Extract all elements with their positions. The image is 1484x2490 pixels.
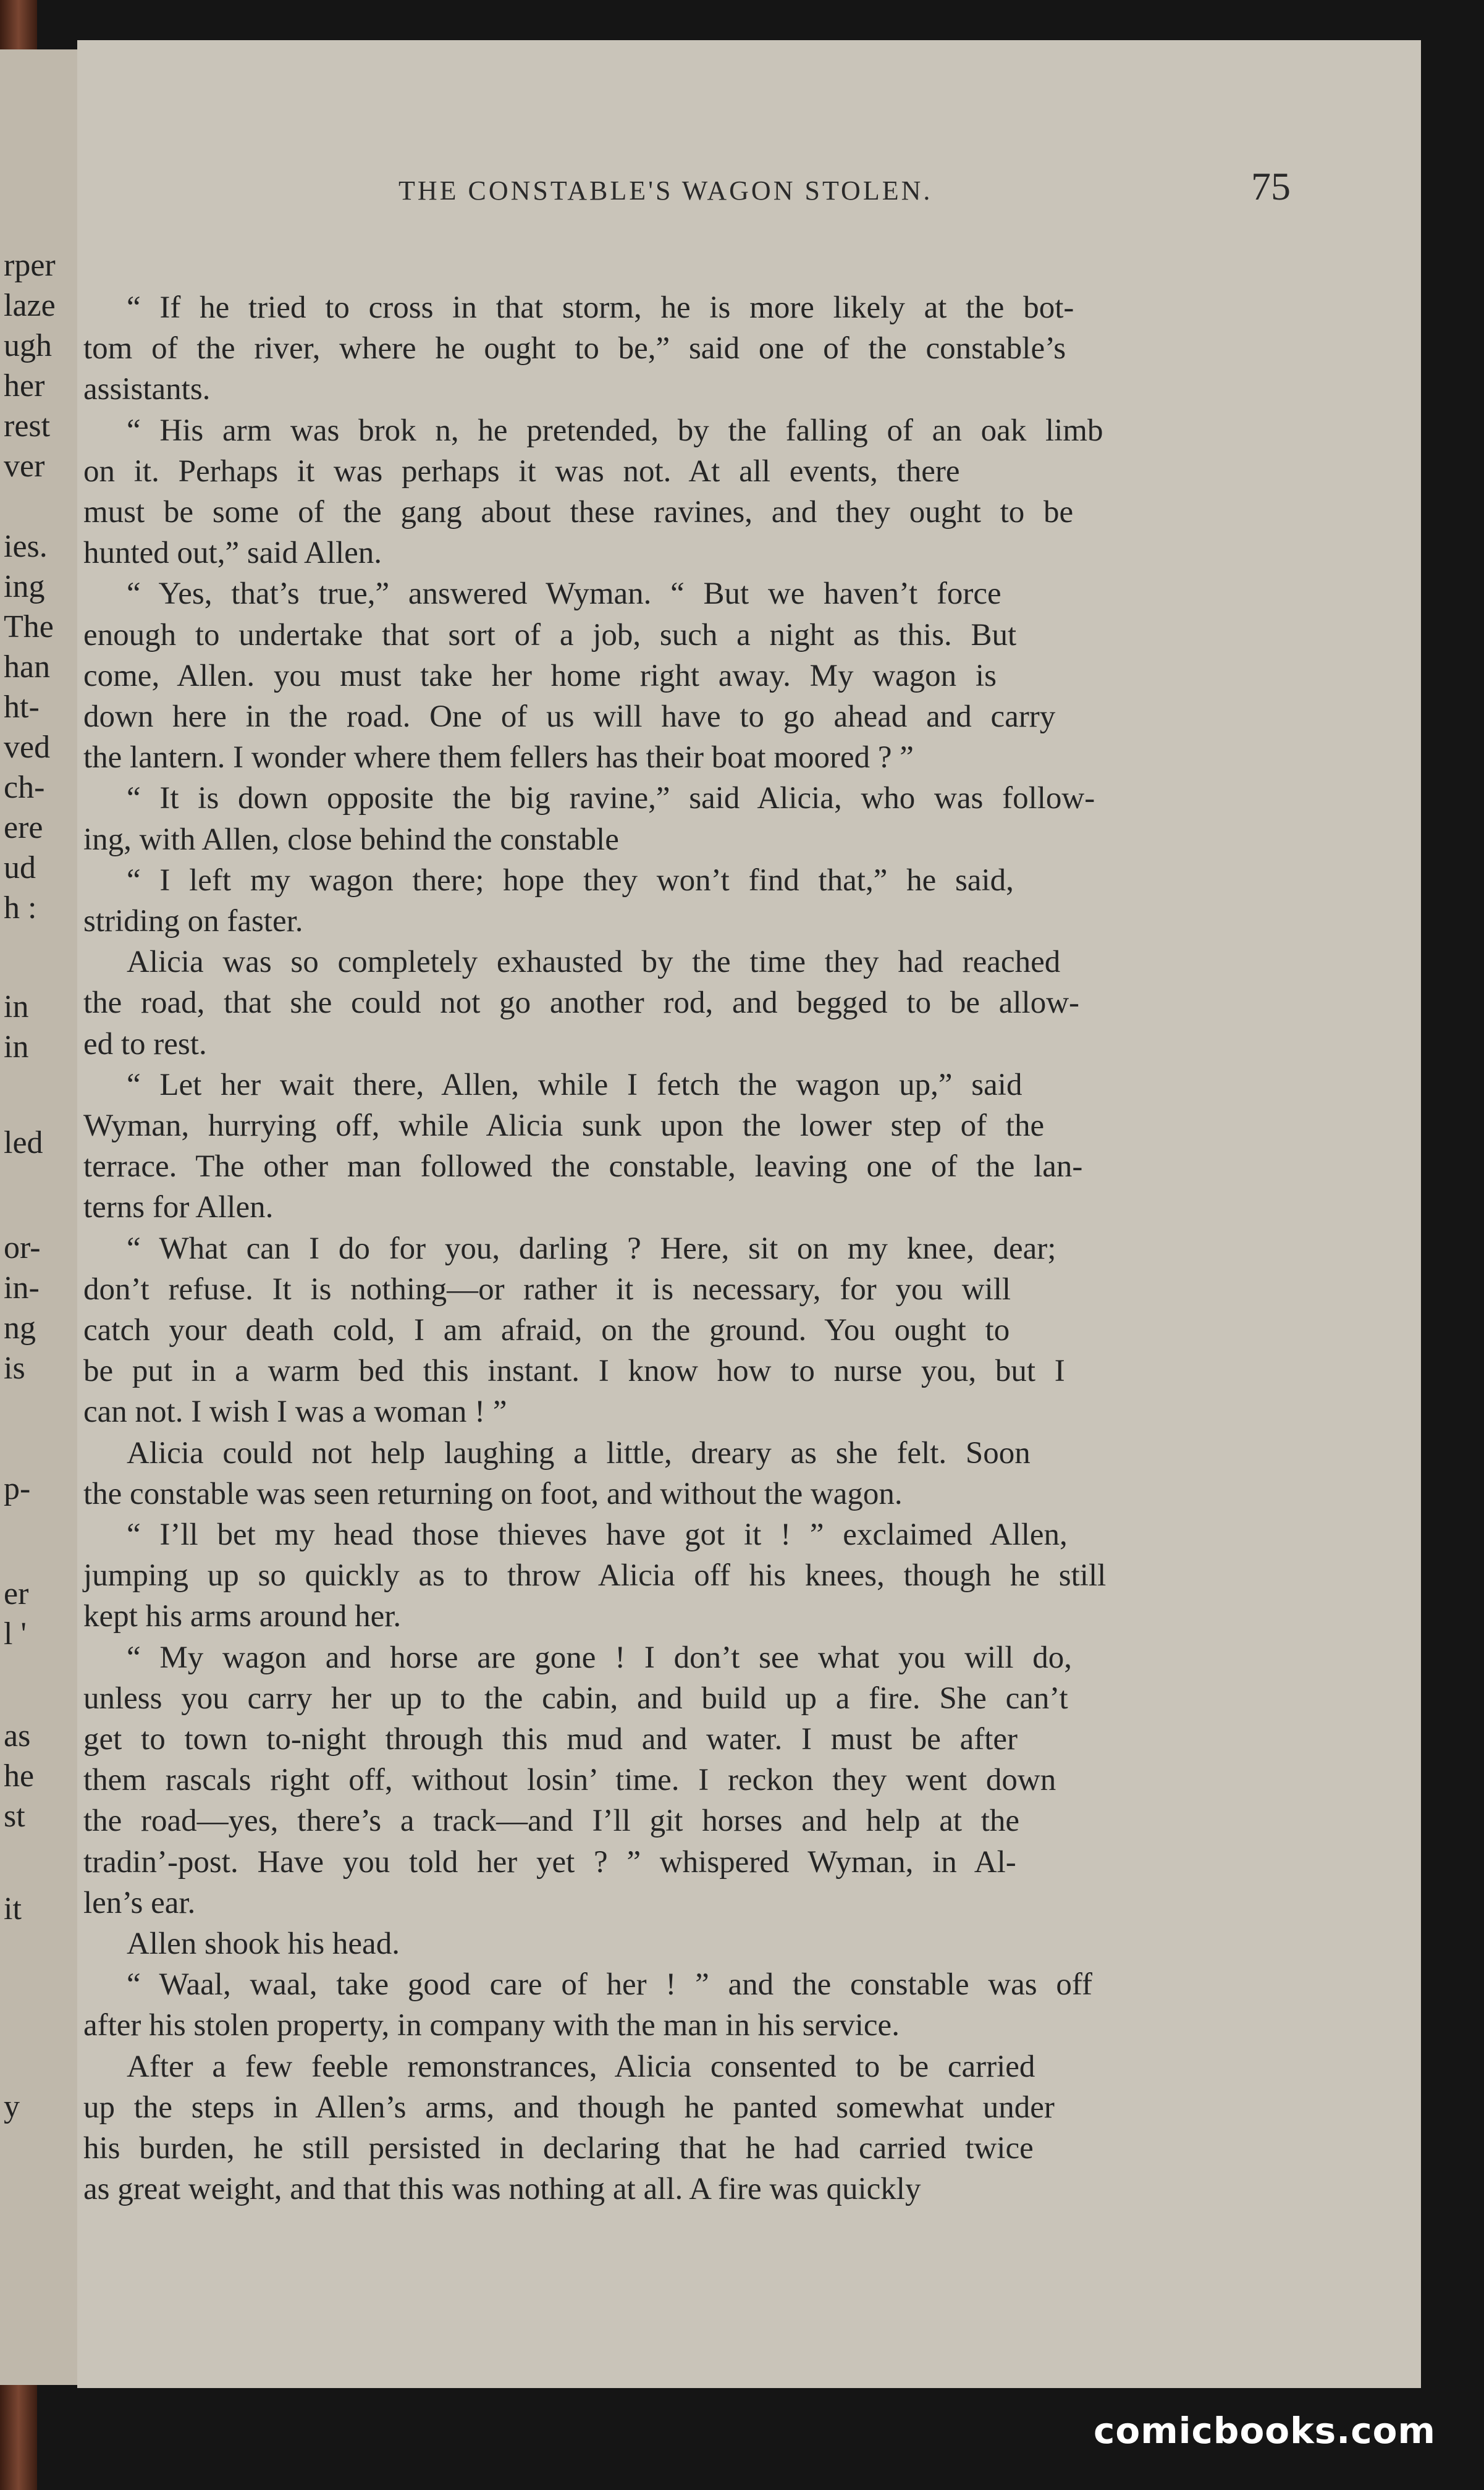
previous-page-text-fragment: he [4, 1758, 35, 1794]
text-line [127, 1065, 1022, 1105]
text-line-content: up the steps in Allen’s arms, and though he panted somewhat under [83, 2090, 1055, 2125]
text-line-content: can not. I wish I was a woman ! ” [83, 1395, 507, 1430]
text-line-content: don’t refuse. It is nothing—or rather it is necessary, for you will [83, 1272, 1011, 1307]
book-page [77, 40, 1421, 2388]
text-line-content: the constable was seen returning on foot, and without the wagon. [83, 1476, 903, 1511]
previous-page-text-fragment: in [4, 1029, 29, 1065]
text-line-content: come, Allen. you must take her home right away. My wagon is [83, 658, 997, 693]
text-line-content: as great weight, and that this was nothing at all. A fire was quickly [83, 2172, 921, 2207]
text-line [83, 1269, 1011, 1310]
text-line [127, 287, 1074, 328]
previous-page-text-fragment: ch- [4, 770, 45, 805]
text-line [83, 451, 960, 492]
text-line [83, 1187, 273, 1228]
text-line-content: the lantern. I wonder where them fellers has their boat moored ? ” [83, 740, 914, 775]
text-line [83, 1024, 207, 1065]
text-line-content: catch your death cold, I am afraid, on the ground. You ought to [83, 1313, 1010, 1348]
text-line-content: on it. Perhaps it was perhaps it was not. At all events, there [83, 454, 960, 489]
text-line [83, 2128, 1034, 2169]
previous-page-text-fragment: han [4, 649, 51, 685]
text-line [83, 1105, 1044, 1146]
text-line-content: them rascals right off, without losin’ time. I reckon they went down [83, 1763, 1056, 1798]
running-title: THE CONSTABLE'S WAGON STOLEN. [398, 175, 933, 206]
text-line-content: the road, that she could not go another rod, and begged to be allow- [83, 985, 1080, 1021]
text-line [83, 819, 619, 860]
previous-page-text-fragment: ugh [4, 328, 52, 363]
text-line-content: be put in a warm bed this instant. I know how to nurse you, but I [83, 1354, 1065, 1389]
text-line-content: “ It is down opposite the big ravine,” said Alicia, who was follow- [127, 781, 1095, 816]
text-line-content: Allen shook his head. [127, 1927, 400, 1961]
text-line [83, 1351, 1065, 1391]
text-line [127, 1964, 1092, 2005]
text-line [83, 369, 210, 410]
previous-page-text-fragment: ere [4, 810, 43, 845]
text-line [83, 696, 1055, 737]
previous-page-text-fragment: laze [4, 288, 56, 323]
previous-page-text-fragment: it [4, 1891, 22, 1927]
text-line-content: Alicia was so completely exhausted by the time they had reached [127, 945, 1061, 980]
previous-page-text-fragment: is [4, 1351, 25, 1386]
text-line-content: After a few feeble remonstrances, Alicia consented to be carried [127, 2049, 1035, 2084]
text-line-content: the road—yes, there’s a track—and I’ll git horses and help at the [83, 1804, 1020, 1839]
previous-page-text-fragment: rper [4, 248, 56, 283]
text-line-content: unless you carry her up to the cabin, and build up a fire. She can’t [83, 1681, 1068, 1716]
previous-page-text-fragment: ud [4, 850, 36, 885]
text-line-content: tradin’-post. Have you told her yet ? ” whispered Wyman, in Al- [83, 1844, 1016, 1880]
text-line [83, 1719, 1018, 1760]
previous-page-text-fragment: ved [4, 730, 51, 765]
text-line-content: “ His arm was brok n, he pretended, by the falling of an oak limb [127, 413, 1103, 448]
previous-page-text-fragment: ver [4, 449, 45, 484]
text-line-content: Alicia could not help laughing a little, dreary as she felt. Soon [127, 1435, 1031, 1471]
previous-page-text-fragment: rest [4, 408, 51, 444]
text-line [83, 1596, 401, 1637]
previous-page-text-fragment: as [4, 1718, 31, 1754]
text-line [83, 1146, 1082, 1187]
text-line-content: “ What can I do for you, darling ? Here, sit on my knee, dear; [127, 1231, 1056, 1266]
previous-page-text-fragment: h : [4, 890, 37, 926]
text-line [127, 1923, 400, 1964]
text-line [83, 533, 382, 573]
text-line [127, 778, 1095, 819]
previous-page-text-fragment: The [4, 609, 54, 644]
previous-page-text-fragment: in [4, 989, 29, 1024]
text-line [83, 492, 1073, 533]
text-line [83, 2005, 900, 2046]
text-line [83, 1474, 903, 1514]
text-line [127, 1433, 1031, 1474]
text-line-content: must be some of the gang about these ravines, and they ought to be [83, 495, 1074, 530]
text-line [83, 1760, 1056, 1800]
text-line [83, 901, 303, 942]
text-line-content: Wyman, hurrying off, while Alicia sunk upon the lower step of the [83, 1108, 1045, 1143]
text-line-content: terrace. The other man followed the constable, leaving one of the lan- [83, 1149, 1083, 1184]
text-line [83, 737, 914, 778]
text-line-content: “ Let her wait there, Allen, while I fetch the wagon up,” said [127, 1067, 1022, 1102]
text-line-content: assistants. [83, 372, 211, 407]
text-line-content: down here in the road. One of us will have to go ahead and carry [83, 699, 1056, 734]
text-line-content: “ I’ll bet my head those thieves have got it ! ” exclaimed Allen, [127, 1517, 1068, 1552]
previous-page-text-fragment: ies. [4, 529, 48, 564]
text-line [83, 1842, 1016, 1883]
text-line [83, 1678, 1068, 1719]
text-line-content: hunted out,” said Allen. [83, 536, 382, 571]
previous-page-text-fragment: in- [4, 1270, 40, 1306]
previous-page-text-fragment: st [4, 1799, 25, 1834]
text-line [127, 860, 1014, 901]
text-line [83, 656, 997, 696]
text-line-content: enough to undertake that sort of a job, such a night as this. But [83, 617, 1017, 652]
text-line-content: “ Yes, that’s true,” answered Wyman. “ But we haven’t force [127, 576, 1001, 612]
text-line-content: jumping up so quickly as to throw Alicia off his knees, though he still [83, 1558, 1107, 1593]
text-line-content: terns for Allen. [83, 1190, 274, 1225]
text-line [83, 2087, 1055, 2128]
previous-page-text-fragment: her [4, 368, 45, 403]
text-line-content: ed to rest. [83, 1026, 207, 1061]
text-line [83, 2169, 921, 2209]
previous-page-text-fragment: ing [4, 569, 45, 604]
text-line-content: get to town to-night through this mud and water. I must be after [83, 1722, 1018, 1757]
text-line-content: ing, with Allen, close behind the constable [83, 822, 619, 857]
text-line [127, 1637, 1072, 1678]
page-header [77, 164, 1421, 226]
previous-page-edge [0, 49, 81, 2385]
text-line-content: his burden, he still persisted in declaring that he had carried twice [83, 2131, 1034, 2166]
text-line-content: “ If he tried to cross in that storm, he is more likely at the bot- [127, 290, 1074, 325]
previous-page-text-fragment: led [4, 1125, 43, 1160]
text-line-content: “ My wagon and horse are gone ! I don’t see what you will do, [127, 1640, 1072, 1675]
text-line-content: tom of the river, where he ought to be,” said one of the constable’s [83, 331, 1066, 366]
page-number: 75 [1251, 164, 1291, 208]
text-line [83, 1391, 507, 1432]
text-line [127, 942, 1060, 982]
previous-page-text-fragment: or- [4, 1230, 41, 1265]
text-line-content: kept his arms around her. [83, 1599, 402, 1634]
text-line [83, 615, 1016, 656]
text-line [127, 1514, 1068, 1555]
text-line [83, 982, 1079, 1023]
text-line [83, 1310, 1010, 1351]
text-line-content: “ I left my wagon there; hope they won’t find that,” he said, [127, 863, 1014, 898]
previous-page-text-fragment: ht- [4, 690, 40, 725]
text-line [83, 1883, 195, 1923]
previous-page-text-fragment: er [4, 1576, 29, 1611]
watermark: comicbooks.com [1094, 2410, 1436, 2452]
text-line [83, 1800, 1019, 1841]
previous-page-text-fragment: ng [4, 1310, 36, 1346]
text-line [83, 328, 1066, 369]
previous-page-text-fragment: l ' [4, 1616, 27, 1652]
text-line [127, 573, 1001, 614]
text-line-content: after his stolen property, in company with the man in his service. [83, 2008, 900, 2043]
text-line-content: striding on faster. [83, 904, 303, 939]
text-line [127, 1228, 1056, 1269]
previous-page-text-fragment: y [4, 2089, 20, 2124]
text-line-content: “ Waal, waal, take good care of her ! ” and the constable was off [127, 1967, 1092, 2003]
text-line [127, 410, 1103, 451]
text-line [83, 1555, 1106, 1596]
text-line [127, 2046, 1035, 2087]
previous-page-text-fragment: p- [4, 1471, 31, 1506]
text-line-content: len’s ear. [83, 1885, 196, 1920]
